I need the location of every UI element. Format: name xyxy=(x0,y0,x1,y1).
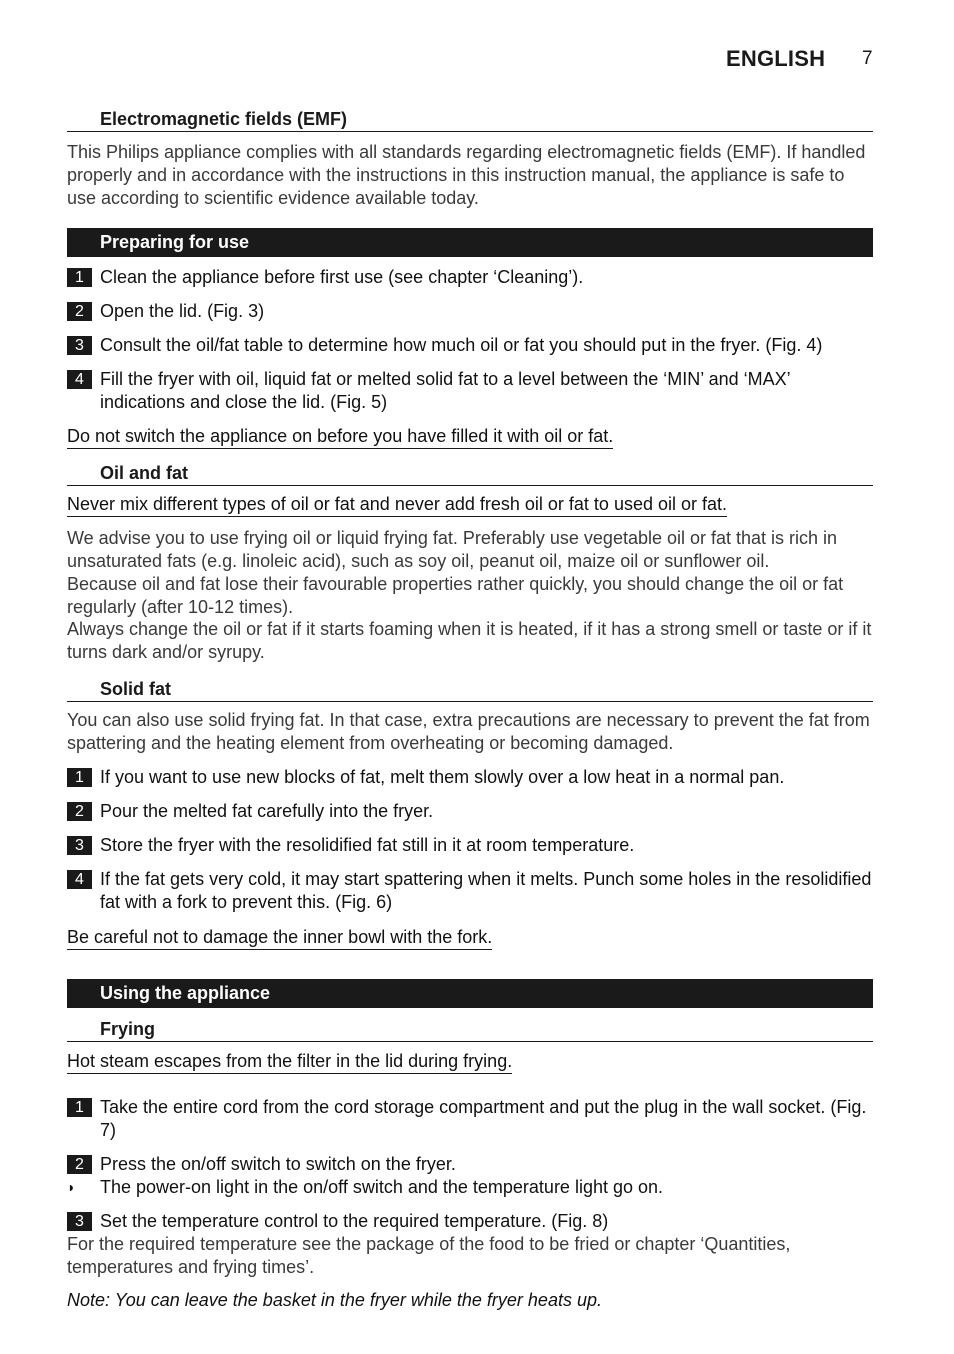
step-number: 1 xyxy=(67,268,92,287)
oil-fat-heading: Oil and fat xyxy=(67,462,873,486)
solid-fat-text: You can also use solid frying fat. In that case, extra precautions are necessary to prevent the fat from spattering and the heating element from overheating or becoming damaged. xyxy=(67,710,870,753)
step-text: Open the lid. (Fig. 3) xyxy=(100,301,265,321)
step-number: 2 xyxy=(67,302,92,321)
solid-fat-step xyxy=(67,800,877,823)
bullet-text: The power-on light in the on/off switch and the temperature light go on. xyxy=(100,1177,664,1197)
oil-fat-warning: Never mix different types of oil or fat and never add fresh oil or fat to used oil or fat. xyxy=(67,493,727,517)
solid-fat-warning: Be careful not to damage the inner bowl with the fork. xyxy=(67,926,492,950)
frying-followup-text: For the required temperature see the package of the food to be fried or chapter ‘Quantities, temperatures and frying times’. xyxy=(67,1234,791,1277)
step-text: Fill the fryer with oil, liquid fat or melted solid fat to a level between the ‘MIN’ and ‘MAX’ indications and close the lid. (Fig. 5) xyxy=(100,369,790,412)
step-number: 1 xyxy=(67,768,92,787)
step-text: Pour the melted fat carefully into the fryer. xyxy=(100,801,434,821)
frying-warning: Hot steam escapes from the filter in the lid during frying. xyxy=(67,1050,512,1074)
solid-fat-heading: Solid fat xyxy=(67,678,873,702)
step-text: Store the fryer with the resolidified fat still in it at room temperature. xyxy=(100,835,635,855)
solid-fat-step xyxy=(67,868,877,914)
preparing-step xyxy=(67,300,877,323)
using-heading: Using the appliance xyxy=(67,979,873,1008)
step-text: Clean the appliance before first use (see chapter ‘Cleaning’). xyxy=(100,267,584,287)
solid-fat-step xyxy=(67,766,877,789)
solid-fat-step xyxy=(67,834,877,857)
preparing-step xyxy=(67,368,877,414)
preparing-step xyxy=(67,334,877,357)
step-text: Set the temperature control to the required temperature. (Fig. 8) xyxy=(100,1211,609,1231)
step-text: Press the on/off switch to switch on the fryer. xyxy=(100,1154,456,1174)
frying-step xyxy=(67,1210,877,1233)
step-number: 2 xyxy=(67,1155,92,1174)
frying-step xyxy=(67,1096,877,1142)
step-number: 4 xyxy=(67,870,92,889)
step-text: If the fat gets very cold, it may start spattering when it melts. Punch some holes in the resolidified fat with a fork to prevent this. (Fig. 6) xyxy=(100,869,872,912)
emf-text: This Philips appliance complies with all standards regarding electromagnetic fields (EMF). If handled properly and in accordance with the instructions in this instruction manual, the appliance is safe to use according to scientific evidence available today. xyxy=(67,142,866,208)
step-number: 3 xyxy=(67,336,92,355)
emf-heading: Electromagnetic fields (EMF) xyxy=(67,108,873,132)
frying-heading: Frying xyxy=(67,1018,873,1042)
step-text: Consult the oil/fat table to determine how much oil or fat you should put in the fryer. (Fig. 4) xyxy=(100,335,823,355)
step-text: If you want to use new blocks of fat, melt them slowly over a low heat in a normal pan. xyxy=(100,767,785,787)
step-number: 1 xyxy=(67,1098,92,1117)
step-number: 3 xyxy=(67,1212,92,1231)
page-number: 7 xyxy=(862,48,873,69)
oil-fat-text-1: We advise you to use frying oil or liquid frying fat. Preferably use vegetable oil or fat that is rich in unsaturated fats (e.g. linoleic acid), such as soy oil, peanut oil, maize oil or sunflower oil. xyxy=(67,528,838,571)
preparing-step xyxy=(67,266,877,289)
oil-fat-text-2: Because oil and fat lose their favourable properties rather quickly, you should change the oil or fat regularly (after 10-12 times). xyxy=(67,574,844,617)
bullet-icon: ◗ xyxy=(67,1179,76,1195)
step-number: 4 xyxy=(67,370,92,389)
step-number: 2 xyxy=(67,802,92,821)
step-number: 3 xyxy=(67,836,92,855)
frying-result-bullet xyxy=(67,1176,877,1199)
frying-note: Note: You can leave the basket in the fryer while the fryer heats up. xyxy=(67,1290,602,1310)
header-language: ENGLISH xyxy=(726,46,826,71)
oil-fat-text-3: Always change the oil or fat if it starts foaming when it is heated, if it has a strong smell or taste or if it turns dark and/or syrupy. xyxy=(67,619,872,662)
preparing-warning: Do not switch the appliance on before you have filled it with oil or fat. xyxy=(67,425,613,449)
preparing-heading: Preparing for use xyxy=(67,228,873,257)
frying-step xyxy=(67,1153,877,1176)
step-text: Take the entire cord from the cord storage compartment and put the plug in the wall socket. (Fig. 7) xyxy=(100,1097,867,1140)
